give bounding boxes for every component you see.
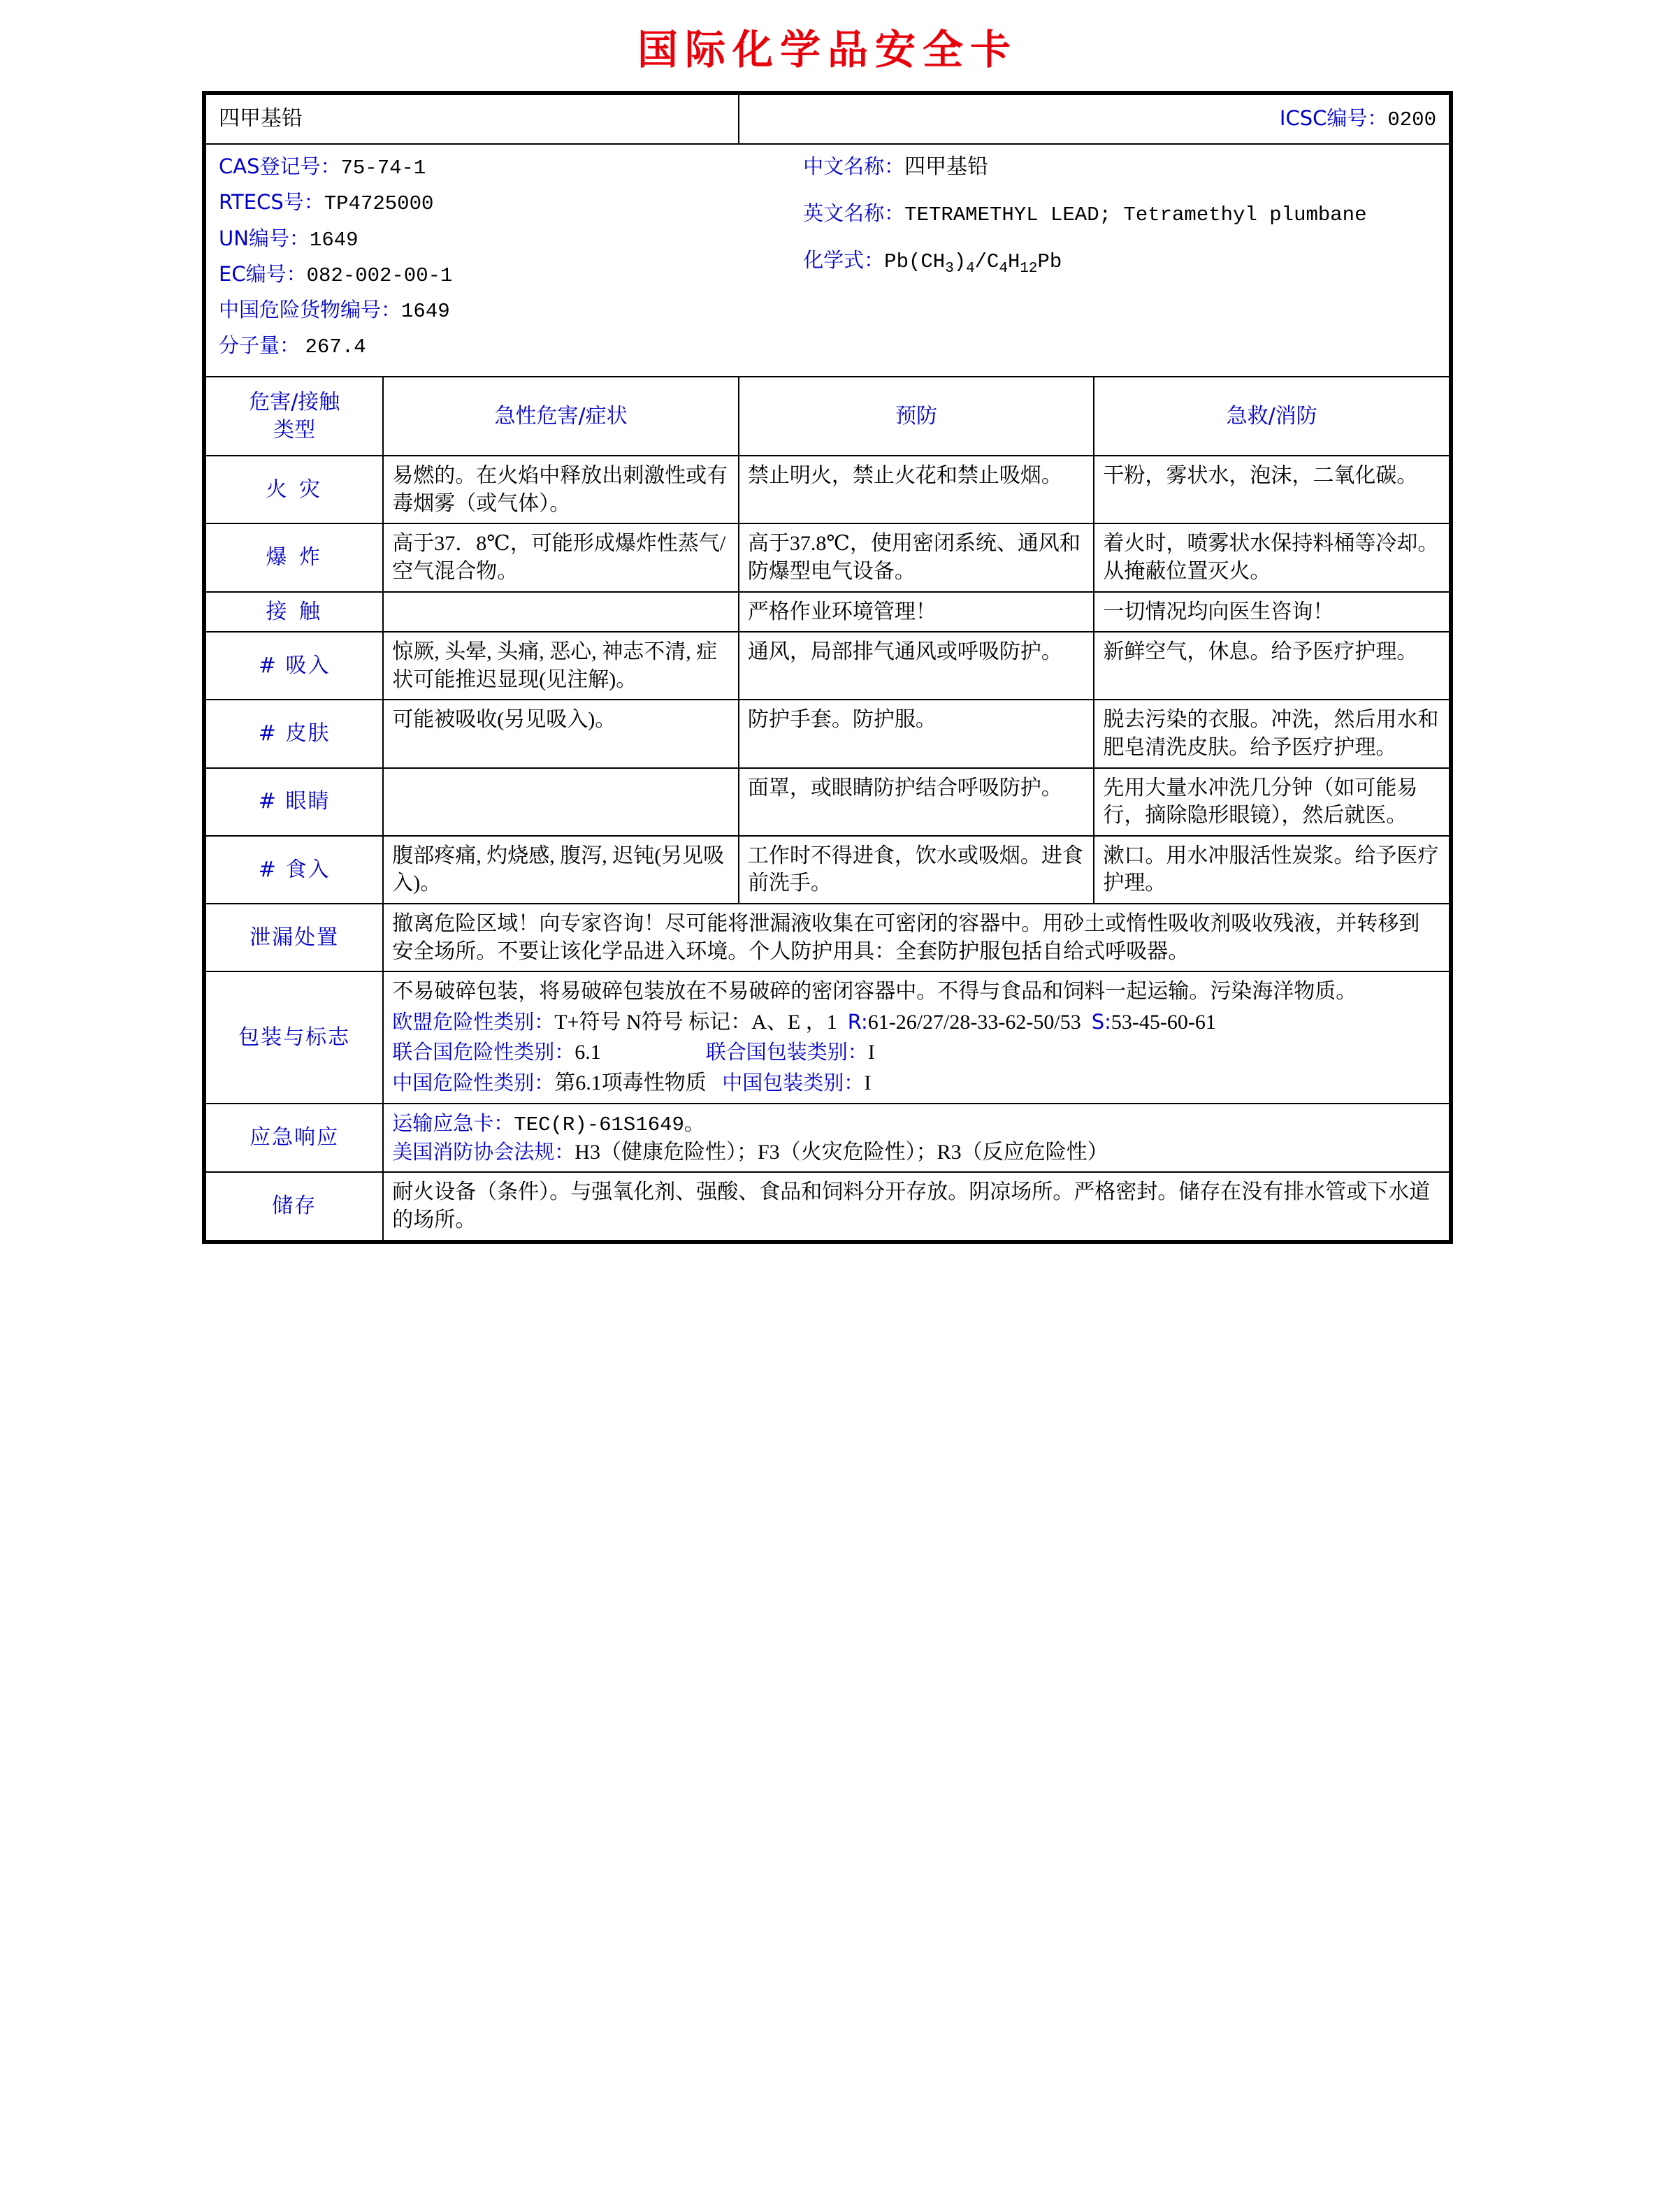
spill-text: 撤离危险区域！向专家咨询！尽可能将泄漏液收集在可密闭的容器中。用砂土或惰性吸收剂吸收残液，并转移到安全场所。不要让该化学品进入环境。个人防护用具：全套防护服包括自给式呼吸器。: [383, 904, 1450, 971]
packaging-cn-pack-value: I: [864, 1071, 872, 1094]
fire-hazard: 易燃的。在火焰中释放出刺激性或有毒烟雾（或气体）。: [383, 456, 739, 523]
row-label-explosion: 爆 炸: [205, 523, 383, 591]
column-header-hazard-type-line2: 类型: [273, 417, 316, 442]
exposure-hazard: [383, 592, 739, 632]
ec-label: EC编号：: [219, 261, 307, 286]
emergency-row: [205, 1104, 1450, 1173]
rtecs-line: [219, 189, 803, 217]
column-header-firstaid: 急救/消防: [1094, 377, 1450, 456]
emergency-nfpa-line: [392, 1138, 1440, 1166]
emergency-cell: [383, 1104, 1450, 1173]
un-line: [219, 225, 803, 254]
rtecs-label: RTECS号：: [219, 190, 324, 215]
table-row: [205, 700, 1450, 767]
emergency-transport-value: TEC(R)-61S1649。: [514, 1113, 704, 1136]
inhalation-hazard: 惊厥, 头晕, 头痛, 恶心, 神志不清, 症状可能推迟显现(见注解)。: [383, 632, 739, 700]
fire-firstaid: 干粉，雾状水，泡沫，二氧化碳。: [1094, 456, 1450, 523]
eyes-prevention: 面罩，或眼睛防护结合呼吸防护。: [739, 768, 1094, 836]
table-row: [205, 836, 1450, 904]
cn-dangerous-goods-value: 1649: [401, 299, 450, 323]
skin-prevention: 防护手套。防护服。: [739, 700, 1094, 767]
packaging-row: [205, 971, 1450, 1103]
emergency-transport-label: 运输应急卡：: [392, 1111, 514, 1135]
explosion-firstaid: 着火时，喷雾状水保持料桶等冷却。从掩蔽位置灭火。: [1094, 523, 1450, 591]
packaging-cn-pack-label: 中国包装类别：: [722, 1070, 865, 1094]
identity-right: [803, 153, 1436, 368]
storage-text: 耐火设备（条件）。与强氧化剂、强酸、食品和饲料分开存放。阴凉场所。严格密封。储存在没有排水管或下水道的场所。: [383, 1172, 1450, 1240]
cas-line: [219, 153, 803, 182]
packaging-eu-s-label: S:: [1091, 1009, 1111, 1034]
page-title: 国际化学品安全卡: [637, 26, 1018, 73]
molecular-weight-value: 267.4: [305, 335, 366, 359]
chinese-name-value: 四甲基铅: [904, 155, 989, 179]
ingestion-hazard: 腹部疼痛, 灼烧感, 腹泻, 迟钝(另见吸入)。: [383, 836, 739, 904]
exposure-prevention: 严格作业环境管理！: [739, 592, 1094, 632]
icsc-number: 0200: [1387, 108, 1436, 131]
emergency-nfpa-value: H3（健康危险性）；F3（火灾危险性）；R3（反应危险性）: [574, 1140, 1108, 1164]
packaging-un-pack-label: 联合国包装类别：: [705, 1040, 868, 1064]
inhalation-firstaid: 新鲜空气，休息。给予医疗护理。: [1094, 632, 1450, 700]
ingestion-firstaid: 漱口。用水冲服活性炭浆。给予医疗护理。: [1094, 836, 1450, 904]
table-row: [205, 523, 1450, 591]
packaging-un-hazard-value: 6.1: [574, 1041, 601, 1064]
packaging-un-hazard-label: 联合国危险性类别：: [392, 1040, 575, 1064]
english-name-label: 英文名称：: [803, 201, 905, 225]
chinese-name-label: 中文名称：: [803, 154, 905, 179]
ingestion-prevention: 工作时不得进食，饮水或吸烟。进食前洗手。: [739, 836, 1094, 904]
packaging-eu-r-value: 61-26/27/28-33-62-50/53: [867, 1010, 1081, 1034]
explosion-hazard: 高于37．8℃，可能形成爆炸性蒸气/空气混合物。: [383, 523, 739, 591]
packaging-cn-hazard-label: 中国危险性类别：: [392, 1070, 555, 1094]
ec-value: 082-002-00-1: [306, 263, 453, 287]
chinese-name-line: [803, 153, 1436, 182]
emergency-nfpa-label: 美国消防协会法规：: [392, 1139, 575, 1164]
row-label-eyes: # 眼睛: [205, 768, 383, 836]
table-row: [205, 768, 1450, 836]
un-value: 1649: [309, 228, 359, 252]
table-row: [205, 592, 1450, 632]
packaging-eu-label: 欧盟危险性类别：: [392, 1009, 555, 1034]
storage-row: [205, 1172, 1450, 1240]
cn-dangerous-goods-line: [219, 296, 803, 325]
cas-label: CAS登记号：: [219, 154, 341, 179]
icsc-card: [202, 91, 1453, 1244]
card-header-row: [205, 94, 1450, 144]
molecular-weight-label: 分子量：: [219, 333, 301, 357]
row-label-ingestion: # 食入: [205, 836, 383, 904]
cas-value: 75-74-1: [340, 157, 426, 180]
exposure-firstaid: 一切情况均向医生咨询！: [1094, 592, 1450, 632]
explosion-prevention: 高于37.8℃，使用密闭系统、通风和防爆型电气设备。: [739, 523, 1094, 591]
english-name-line: [803, 200, 1436, 229]
packaging-eu-value: T+符号 N符号 标记：A、E ，1: [554, 1010, 837, 1034]
row-label-storage: 储存: [205, 1172, 383, 1240]
row-label-packaging: 包装与标志: [205, 971, 383, 1103]
emergency-transport-line: [392, 1110, 1440, 1138]
rtecs-value: TP4725000: [324, 192, 434, 216]
formula-line: [803, 247, 1436, 279]
eyes-firstaid: 先用大量水冲洗几分钟（如可能易行，摘除隐形眼镜），然后就医。: [1094, 768, 1450, 836]
english-name-value: TETRAMETHYL LEAD; Tetramethyl plumbane: [904, 203, 1367, 226]
eyes-hazard: [383, 768, 739, 836]
row-label-inhalation: # 吸入: [205, 632, 383, 700]
row-label-spill: 泄漏处置: [205, 904, 383, 971]
column-header-hazard-type-line1: 危害/接触: [249, 390, 340, 415]
spill-row: [205, 904, 1450, 971]
packaging-text: 不易破碎包装，将易破碎包装放在不易破碎的密闭容器中。不得与食品和饲料一起运输。污染海洋物质。: [392, 980, 1357, 1004]
substance-name: 四甲基铅: [205, 94, 739, 144]
packaging-cn-line: [392, 1069, 1440, 1097]
icsc-table: [205, 94, 1450, 1241]
identity-block: [205, 144, 1450, 377]
icsc-label: ICSC编号：: [1279, 106, 1388, 130]
fire-prevention: 禁止明火，禁止火花和禁止吸烟。: [739, 456, 1094, 523]
ec-line: [219, 261, 803, 289]
inhalation-prevention: 通风，局部排气通风或呼吸防护。: [739, 632, 1094, 700]
un-label: UN编号：: [219, 226, 310, 250]
identity-left: [219, 153, 803, 368]
formula-label: 化学式：: [803, 247, 885, 272]
column-header-hazard-type: [205, 377, 383, 456]
skin-firstaid: 脱去污染的衣服。冲洗，然后用水和肥皂清洗皮肤。给予医疗护理。: [1094, 700, 1450, 767]
row-label-skin: # 皮肤: [205, 700, 383, 767]
table-row: [205, 632, 1450, 700]
column-header-prevention: 预防: [739, 377, 1094, 456]
row-label-exposure: 接 触: [205, 592, 383, 632]
formula-value: $Pb(CH_3)_4/C_4H_{12}Pb$: [884, 250, 1062, 277]
packaging-eu-r-label: R:: [847, 1009, 868, 1034]
skin-hazard: 可能被吸收(另见吸入)。: [383, 700, 739, 767]
packaging-cell: [383, 971, 1450, 1103]
packaging-eu-line: [392, 1009, 1440, 1036]
row-label-fire: 火 灾: [205, 456, 383, 523]
molecular-weight-line: [219, 332, 803, 361]
identity-row: [205, 144, 1450, 377]
packaging-cn-hazard-value: 第6.1项毒性物质: [554, 1071, 707, 1094]
row-label-emergency: 应急响应: [205, 1104, 383, 1173]
packaging-eu-s-value: 53-45-60-61: [1111, 1010, 1216, 1034]
column-header-acute-hazards: 急性危害/症状: [383, 377, 739, 456]
packaging-un-line: [392, 1039, 1440, 1067]
icsc-number-cell: [739, 94, 1450, 144]
column-header-row: [205, 377, 1450, 456]
cn-dangerous-goods-label: 中国危险货物编号：: [219, 297, 402, 321]
packaging-un-pack-value: I: [867, 1041, 875, 1064]
table-row: [205, 456, 1450, 523]
